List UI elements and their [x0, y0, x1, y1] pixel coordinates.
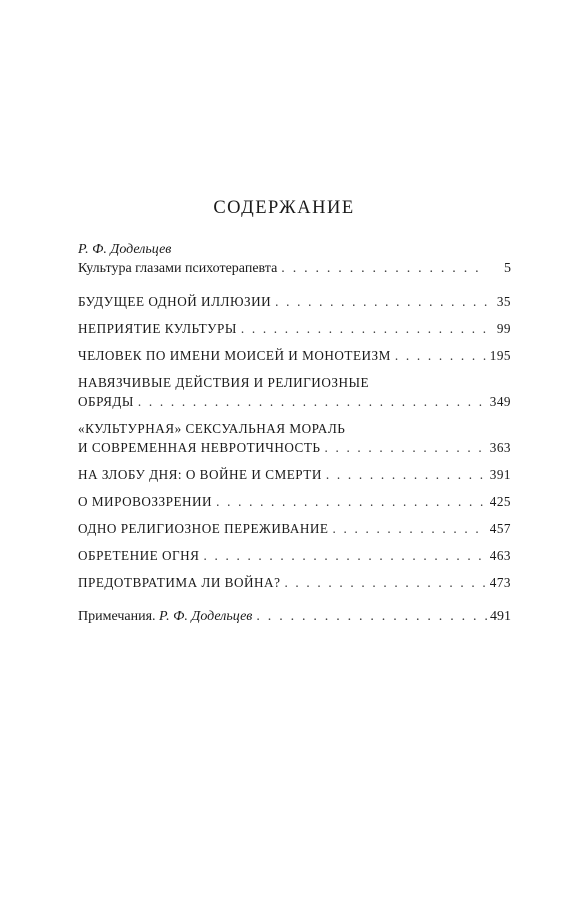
toc-entry-6[interactable] — [78, 465, 511, 484]
leader-dots — [138, 392, 487, 411]
entry-page-number: 391 — [489, 467, 511, 482]
entry-page-number: 5 — [504, 261, 511, 276]
entry-title: БУДУЩЕЕ ОДНОЙ ИЛЛЮЗИИ — [78, 294, 272, 309]
toc-entry-notes[interactable] — [78, 607, 511, 626]
entry-title: ПРЕДОТВРАТИМА ЛИ ВОЙНА? — [78, 575, 281, 590]
entry-page-number: 491 — [490, 609, 511, 624]
entry-title — [78, 607, 252, 626]
entry-title: НЕПРИЯТИЕ КУЛЬТУРЫ — [78, 321, 237, 336]
entry-title: ОБРЯДЫ — [78, 394, 134, 409]
toc-entry-5[interactable] — [78, 419, 511, 457]
toc-entry-7[interactable] — [78, 492, 511, 511]
leader-dots — [395, 346, 487, 365]
toc-entry-2[interactable] — [78, 319, 511, 338]
notes-author: Р. Ф. Додельцев — [159, 609, 253, 624]
toc-entry-3[interactable] — [78, 346, 511, 365]
leader-dots — [284, 573, 487, 592]
entry-page-number: 457 — [489, 521, 511, 536]
leader-dots — [256, 607, 487, 626]
entry-title: ЧЕЛОВЕК ПО ИМЕНИ МОИСЕЙ И МОНОТЕИЗМ — [78, 348, 391, 363]
entry-title: НА ЗЛОБУ ДНЯ: О ВОЙНЕ И СМЕРТИ — [78, 467, 322, 482]
entry-page-number: 349 — [489, 394, 511, 409]
leader-dots — [203, 546, 487, 565]
page-title: СОДЕРЖАНИЕ — [213, 198, 355, 218]
leader-dots — [241, 319, 487, 338]
toc-entry-10[interactable] — [78, 573, 511, 592]
entry-page-number: 195 — [489, 348, 511, 363]
entry-title: О МИРОВОЗЗРЕНИИ — [78, 494, 213, 509]
entry-title: Культура глазами психотерапевта — [78, 261, 278, 276]
leader-dots — [326, 465, 487, 484]
entry-page-number: 425 — [489, 494, 511, 509]
toc-entry-8[interactable] — [78, 519, 511, 538]
leader-dots — [275, 292, 487, 311]
toc-entry-4[interactable] — [78, 373, 511, 411]
entry-title: ОДНО РЕЛИГИОЗНОЕ ПЕРЕЖИВАНИЕ — [78, 521, 329, 536]
entry-page-number: 473 — [489, 575, 511, 590]
entry-page-number: 99 — [496, 321, 511, 336]
leader-dots — [332, 519, 487, 538]
entry-page-number: 363 — [489, 440, 511, 455]
table-of-contents — [78, 240, 511, 626]
entry-title-line-1: «КУЛЬТУРНАЯ» СЕКСУАЛЬНАЯ МОРАЛЬ — [78, 421, 346, 436]
entry-title: И СОВРЕМЕННАЯ НЕВРОТИЧНОСТЬ — [78, 440, 321, 455]
entry-title: ОБРЕТЕНИЕ ОГНЯ — [78, 548, 200, 563]
entry-page-number: 463 — [489, 548, 511, 563]
entry-page-number: 35 — [496, 294, 511, 309]
toc-entry-9[interactable] — [78, 546, 511, 565]
entry-author: Р. Ф. Додельцев — [78, 242, 172, 257]
notes-label: Примечания. — [78, 609, 156, 624]
toc-entry-intro[interactable] — [78, 240, 511, 278]
leader-dots — [324, 438, 487, 457]
entry-title-line-1: НАВЯЗЧИВЫЕ ДЕЙСТВИЯ И РЕЛИГИОЗНЫЕ — [78, 375, 370, 390]
leader-dots — [216, 492, 487, 511]
leader-dots — [281, 259, 487, 278]
toc-entry-1[interactable] — [78, 292, 511, 311]
